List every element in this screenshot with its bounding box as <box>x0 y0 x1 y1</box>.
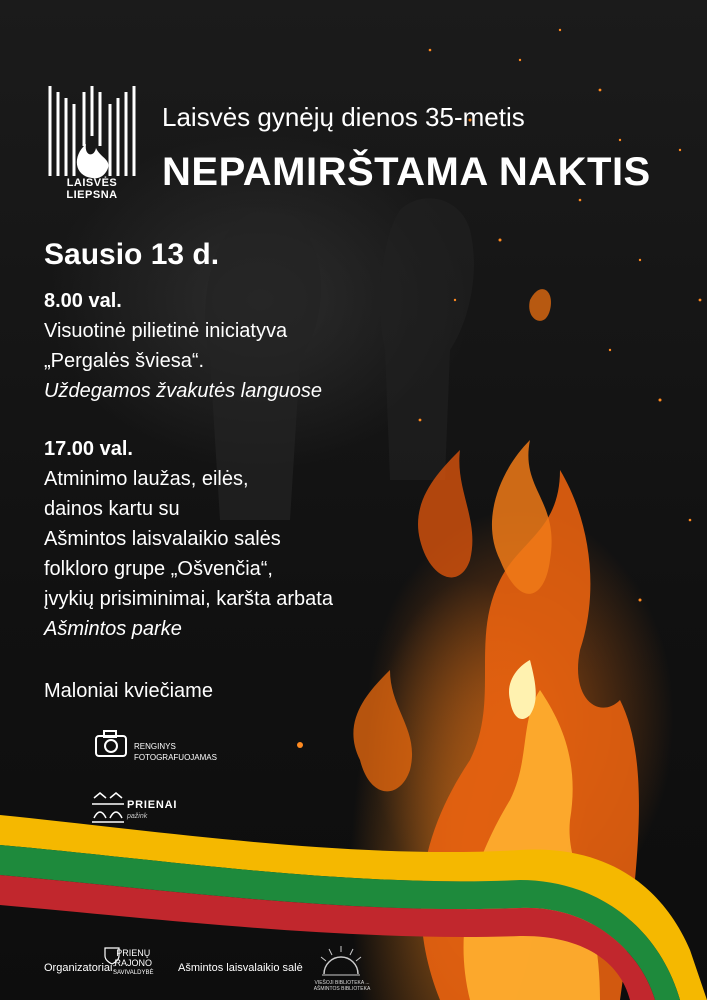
organizers-label: Organizatoriai: <box>44 962 116 974</box>
prienai-tagline: pažink <box>127 813 148 820</box>
event-note: Ašmintos parke <box>44 618 182 640</box>
library-logo-text: VIEŠOJI BIBLIOTEKA ... AŠMINTOS BIBLIOTEKA <box>313 980 371 992</box>
event-line: Visuotinė pilietinė iniciatyva <box>44 320 288 342</box>
invite-text: Maloniai kviečiame <box>44 680 213 702</box>
event-line: Atminimo laužas, eilės, <box>44 468 249 490</box>
library-sun-icon <box>318 944 364 980</box>
municipality-line: PRIENŲ <box>116 948 151 958</box>
page-subtitle: Laisvės gynėjų dienos 35-metis <box>162 102 525 132</box>
event-line: Ašmintos laisvalaikio salės <box>44 528 281 550</box>
photo-notice-line: FOTOGRAFUOJAMAS <box>134 753 217 762</box>
event-line: įvykių prisiminimai, karšta arbata <box>44 588 333 610</box>
municipality-line: SAVIVALDYBĖ <box>113 970 154 976</box>
event-note: Uždegamos žvakutės languose <box>44 380 322 402</box>
hall-organizer: Ašmintos laisvalaikio salė <box>178 962 303 974</box>
page-title: NEPAMIRŠTAMA NAKTIS <box>162 150 651 194</box>
event-line: „Pergalės šviesa“. <box>44 350 205 372</box>
logo-caption: LAISVĖS LIEPSNA <box>66 177 118 201</box>
prienai-brand: PRIENAI <box>127 799 178 811</box>
municipality-logo <box>113 948 153 978</box>
event-line: dainos kartu su <box>44 498 180 520</box>
event-line: folkloro grupe „Ošvenčia“, <box>44 558 273 580</box>
photo-notice-line: RENGINYS <box>134 742 176 751</box>
municipality-line: RAJONO <box>114 958 152 968</box>
event-time: 17.00 val. <box>44 438 133 460</box>
event-date: Sausio 13 d. <box>44 238 220 271</box>
event-time: 8.00 val. <box>44 290 122 312</box>
